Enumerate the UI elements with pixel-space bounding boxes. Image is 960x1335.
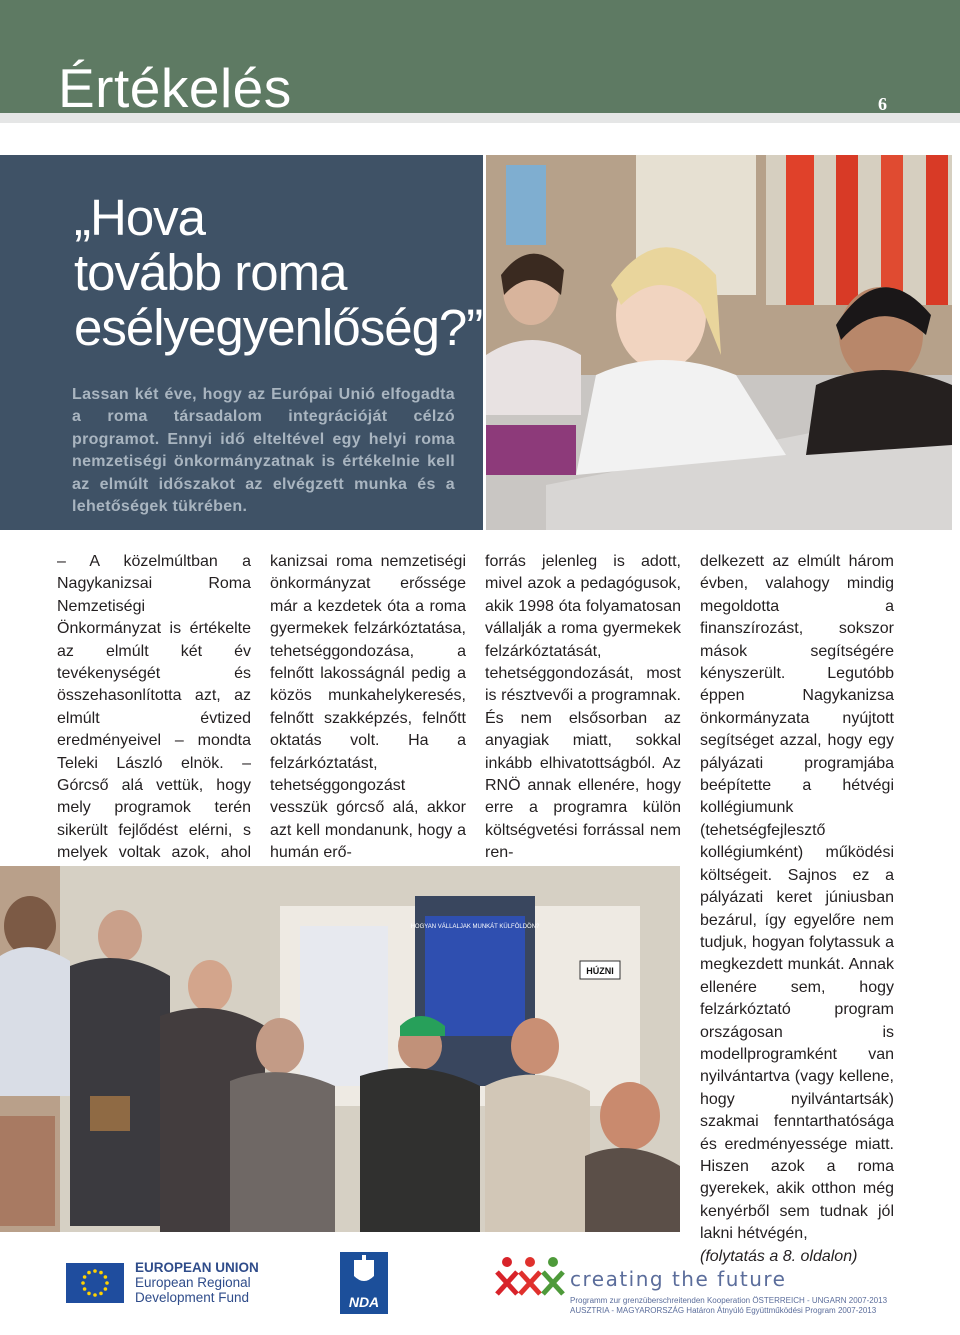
program-subtitle xyxy=(570,1296,910,1316)
eu-stars-icon xyxy=(66,1263,124,1303)
creating-future-title: creating the future xyxy=(570,1267,787,1291)
article-title xyxy=(74,190,482,355)
column-text: kanizsai roma nemzetiségi önkormányzat erőssége már a kezdetek óta a roma gyermekek felzárkóztatása, tehetséggondozása, a felnőtt lakosságnál pedig a közös munkahelykeresés, felnőtt szakképzés, felnőtt oktatás volt. Ha a felzárkóztatást, tehetséggongozást vesszük górcső alá, akkor azt kell mondanunk, hogy a humán erő- xyxy=(270,553,466,862)
creating-future-figures-icon xyxy=(495,1254,565,1304)
poster-title: HOGYAN VÁLLALJAK MUNKÁT KÜLFÖLDÖN? xyxy=(410,924,540,930)
title-line: esélyegyenlőség?” xyxy=(74,299,483,356)
article-lead: Lassan két éve, hogy az Európai Unió elfogadta a roma társadalom integrációját célzó programot. Ennyi idő elteltével egy helyi roma nemzetiségi önkormányzatnak is értékelnie kell az elmúlt időszakot az elvégzett munka és a lehetőségek tükrében. xyxy=(72,386,455,516)
nda-label: NDA xyxy=(348,1294,380,1310)
title-line: tovább roma xyxy=(74,244,347,301)
hungary-crest-icon xyxy=(340,1252,388,1292)
door-sign: HÚZNI xyxy=(586,966,614,976)
footer-logos xyxy=(0,1240,960,1335)
article-column-2 xyxy=(270,551,466,865)
nda-logo xyxy=(340,1252,388,1314)
continued-note: (folytatás a 8. oldalon) xyxy=(700,1247,858,1265)
program-line: Programm zur grenzüberschreitenden Kooperation ÖSTERREICH - UNGARN 2007-2013 xyxy=(570,1296,888,1305)
crowd-photo-art xyxy=(0,866,680,1232)
section-header xyxy=(0,0,960,123)
classroom-photo xyxy=(486,155,952,530)
classroom-photo-art xyxy=(486,155,952,530)
page-number: 6 xyxy=(878,94,887,114)
section-title: Értékelés xyxy=(58,57,292,119)
title-line: „Hova xyxy=(74,189,206,246)
article-column-4 xyxy=(700,551,894,1268)
eu-line: EUROPEAN UNION xyxy=(135,1260,259,1275)
column-text: forrás jelenleg is adott, mivel azok a pedagógusok, akik 1998 óta folyamatosan vállalják a roma gyermekek felzárkóztatását, tehetséggondozását, most is résztvevői a programnak. És nem elsősorban az anyagiak miatt, sokkal inkább elhivatottságból. Az RNÖ annak ellenére, hogy erre a programra külön költségvetési forrással nem ren- xyxy=(485,553,681,862)
eu-fund-text xyxy=(135,1260,259,1305)
article-column-1 xyxy=(57,551,251,910)
eu-flag-icon xyxy=(66,1263,124,1303)
column-text: delkezett az elmúlt három évben, valahogy mindig megoldotta a finanszírozást, sokszor mások segítségére kényszerült. Legutóbb éppen Nagykanizsa önkormányzata nyújtott segítséget azzal, hogy egy pályázati programjába beépítette a hétvégi kollégiumunk (tehetségfejlesztő kollégiumként) működési költségeit. Sajnos ez a pályázati keret júniusban bezárul, így egyelőre nem tudjuk, hogyan folytassuk a megkezdett munkát. Annak ellenére sem, hogy felzárkóztató program országosan is modellprogramként van nyilvántartva (vagy kellene, hogy nyilvántartsák) szakmai fenntarthatósága és eredményessége miatt. Hiszen azok a roma gyerekek, akik otthon még kenyérből sem tudnak jól lakni hétvégén, xyxy=(700,553,894,1243)
column-text: – A közelmúltban a Nagykanizsai Roma Nemzetiségi Önkormányzat is értékelte az elmúlt két év tevékenységét és összehasonlította azt, az elmúlt évtized eredményeivel – mondta Teleki László elnök. – Górcső alá vettük, hogy mely programok terén sikerült fejlődést elérni, s melyek voltak azok, ahol xyxy=(57,553,251,862)
article-column-3 xyxy=(485,551,681,865)
eu-line: Development Fund xyxy=(135,1290,250,1305)
crowd-photo xyxy=(0,866,680,1232)
program-line: AUSZTRIA - MAGYARORSZÁG Határon Átnyúló Együttműködési Program 2007-2013 xyxy=(570,1306,877,1315)
eu-line: European Regional xyxy=(135,1275,251,1290)
